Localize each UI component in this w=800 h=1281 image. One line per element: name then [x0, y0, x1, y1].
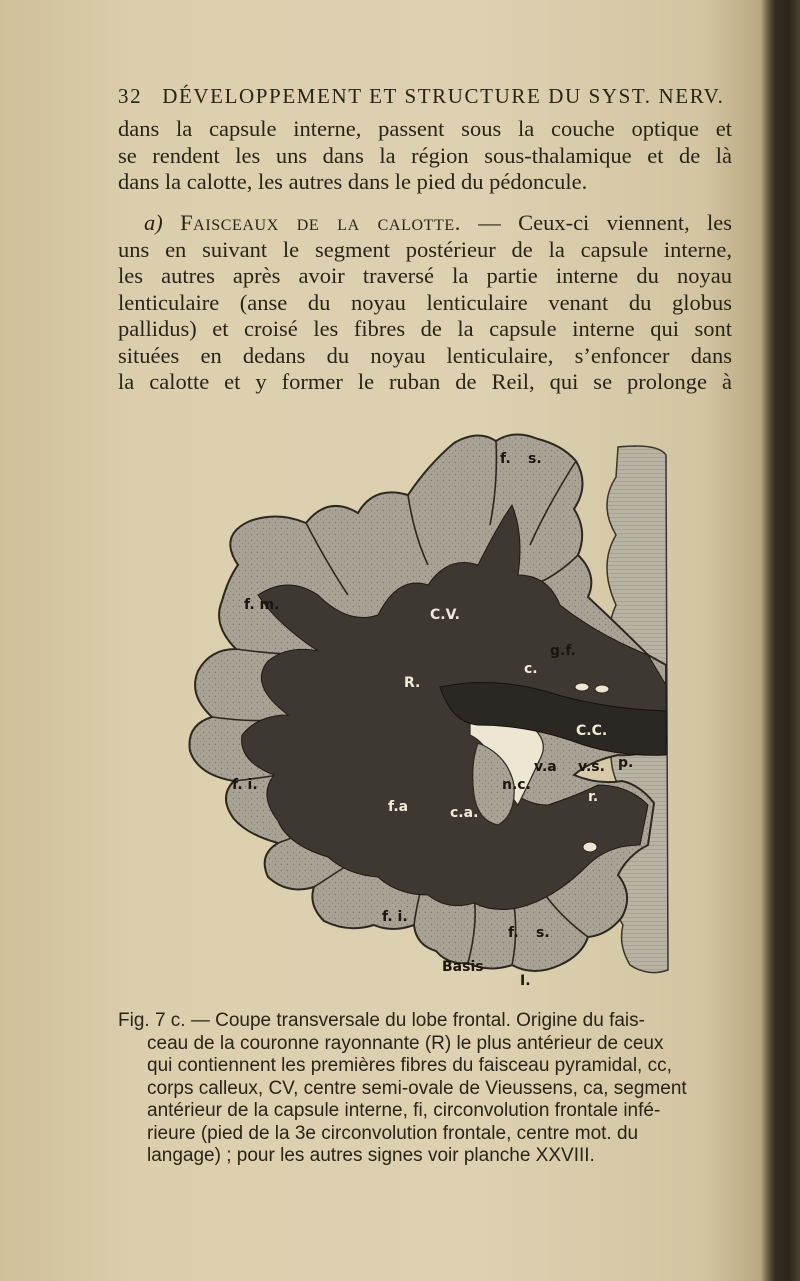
label-p: p.: [618, 755, 634, 771]
running-title: DÉVELOPPEMENT ET STRUCTURE DU SYST. NERV.: [162, 84, 725, 108]
text-line: Ceux-ci viennent, les: [518, 210, 733, 235]
label-basis: Basis: [442, 959, 484, 975]
label-r-big: R.: [404, 675, 421, 691]
label-cc: C.C.: [576, 723, 608, 739]
label-va: v.a: [534, 759, 557, 775]
ventricle-small-2: [595, 685, 609, 693]
label-fi-bottom: f. i.: [382, 909, 408, 925]
caption-line: Fig. 7 c. — Coupe transversale du lobe frontal. Origine du fais-: [118, 1010, 645, 1031]
ventricle-small-1: [575, 683, 589, 691]
caption-line: rieure (pied de la 3e circonvolution frontale, centre mot. du: [147, 1122, 639, 1144]
label-s-top: s.: [528, 451, 542, 467]
section-heading: Faisceaux de la calotte.: [180, 210, 461, 235]
paragraph-2: [118, 210, 732, 396]
label-gf: g.f.: [550, 643, 576, 659]
label-fm: f. m.: [244, 597, 280, 613]
text-line: uns en suivant le segment postérieur de la capsule interne,: [118, 236, 732, 262]
caption-line: corps calleux, CV, centre semi-ovale de Vieussens, ca, segment: [147, 1077, 687, 1099]
label-cv: C.V.: [430, 607, 460, 623]
ventricle-small-3: [583, 842, 597, 852]
caption-line: qui contiennent les premières fibres du faisceau pyramidal, cc,: [147, 1055, 672, 1076]
text-line: dans la capsule interne, passent sous la couche optique et: [118, 116, 732, 141]
heading-dash: —: [478, 210, 501, 235]
text-line: se rendent les uns dans la région sous-thalamique et de là: [118, 142, 732, 168]
frontal-lobe-illustration: [178, 425, 670, 985]
label-r-small: r.: [588, 789, 599, 805]
label-c-small: c.: [524, 661, 538, 677]
page-number: 32: [118, 84, 143, 108]
caption-line: ceau de la couronne rayonnante (R) le plus antérieur de ceux: [147, 1032, 664, 1054]
text-line: dans la calotte, les autres dans le pied du pédoncule.: [118, 169, 588, 194]
text-line: pallidus) et croisé les fibres de la capsule interne qui sont: [118, 316, 732, 341]
text-line: situées en dedans du noyau lenticulaire, s’enfoncer dans: [118, 342, 732, 368]
label-nc: n.c.: [502, 777, 531, 793]
section-marker: a): [144, 210, 163, 235]
text-line: lenticulaire (anse du noyau lenticulaire venant du globus: [118, 289, 732, 315]
figure-caption: [118, 1010, 738, 1168]
label-i-bottom: I.: [520, 973, 531, 985]
running-header: [118, 84, 725, 109]
label-vs: v.s.: [578, 759, 605, 775]
caption-line: langage) ; pour les autres signes voir planche XXVIII.: [147, 1145, 595, 1166]
label-f-bottom: f.: [508, 925, 519, 941]
caption-line: antérieur de la capsule interne, fi, circonvolution frontale infé-: [147, 1100, 661, 1121]
label-ca: c.a.: [450, 805, 479, 821]
label-s-bottom: s.: [536, 925, 550, 941]
label-f-top: f.: [500, 451, 511, 467]
text-line: les autres après avoir traversé la partie interne du noyau: [118, 263, 732, 288]
brain-section-figure: [178, 425, 670, 985]
section-heading-line: [118, 210, 732, 237]
text-line: la calotte et y former le ruban de Reil, qui se prolonge à: [118, 369, 732, 394]
paragraph-1: [118, 116, 732, 196]
label-fi-left: f. i.: [232, 777, 258, 793]
book-binding-edge: [762, 0, 800, 1281]
label-fa: f.a: [388, 799, 409, 815]
